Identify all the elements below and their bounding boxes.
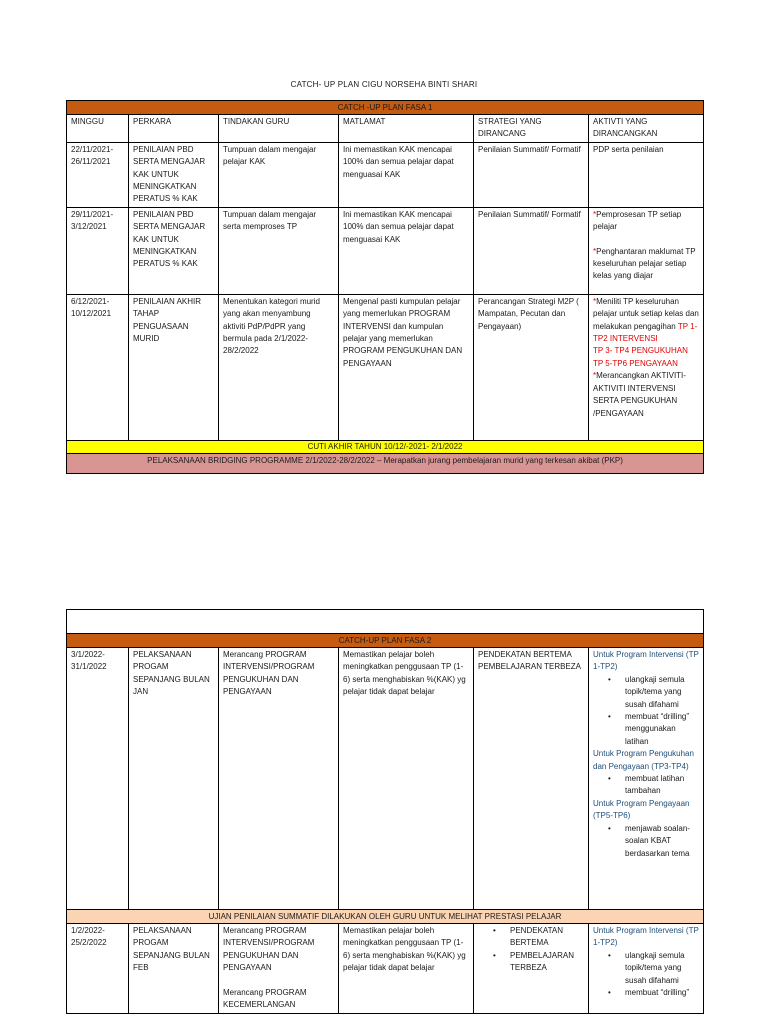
col-header-aktiviti: AKTIVTI YANG DIRANCANGKAN [589, 115, 704, 143]
catch-up-plan-fasa-1-table [66, 100, 704, 474]
ujian-penilaian-row [67, 910, 704, 924]
bullet-list [593, 773, 699, 798]
table-row [67, 294, 704, 440]
aktiviti-text: Pemprosesan TP setiap pelajar [593, 209, 682, 232]
aktiviti-text: Merancangkan AKTIVITI-AKTIVITI INTERVENSI SERTA PENGUKUHAN /PENGAYAAN [593, 371, 686, 418]
program-intervensi-title: Untuk Program Intervensi (TP 1-TP2) [593, 926, 699, 948]
asterisk-mark: * [593, 371, 597, 381]
program-pengukuhan-title: Untuk Program Pengukuhan dan Pengayaan (TP3-TP4) [593, 749, 694, 771]
col-header-matlamat: MATLAMAT [339, 115, 474, 143]
program-intervensi-title: Untuk Program Intervensi (TP 1-TP2) [593, 650, 699, 672]
aktiviti-text: Penghantaran maklumat TP keseluruhan pelajar setiap kelas yang diajar [593, 246, 696, 281]
blank-top-cell [67, 610, 704, 634]
tp-pengayaan-label: TP 5-TP6 PENGAYAAN [593, 358, 678, 368]
cell-perkara: PENILAIAN AKHIR TAHAP PENGUASAAN MURID [129, 294, 219, 440]
table-heading-row [67, 634, 704, 648]
fasa-1-heading: CATCH -UP PLAN FASA 1 [67, 101, 704, 115]
col-header-minggu: MINGGU [67, 115, 129, 143]
cell-strategi [474, 924, 589, 1014]
catch-up-plan-fasa-2-table [66, 609, 704, 1014]
aktiviti-text: Meniliti TP keseluruhan pelajar untuk setiap kelas dan melakukan pengagihan [593, 296, 699, 331]
list-item: • membuat latihan tambahan [625, 773, 699, 798]
cell-perkara: PENILAIAN PBD SERTA MENGAJAR KAK UNTUK MENINGKATKAN PERATUS % KAK [129, 207, 219, 294]
table-row [67, 924, 704, 1014]
blank-top-row [67, 610, 704, 634]
fasa-2-heading: CATCH-UP PLAN FASA 2 [67, 634, 704, 648]
asterisk-mark: * [593, 296, 597, 306]
aktiviti-line [593, 296, 699, 346]
list-item: • membuat “drilling” menggunakan latihan [625, 711, 699, 748]
cell-aktiviti [589, 924, 704, 1014]
col-header-tindakan-guru: TINDAKAN GURU [219, 115, 339, 143]
bridging-programme-row [67, 453, 704, 473]
tp-intervensi-label: TP 1-TP2 INTERVENSI [593, 321, 698, 344]
bullet-list [593, 823, 699, 860]
list-item: • ulangkaji semula topik/tema yang susah difahami [625, 950, 699, 987]
table-row [67, 142, 704, 207]
cell-aktiviti [589, 294, 704, 440]
cell-matlamat: Ini memastikan KAK mencapai 100% dan semua pelajar dapat menguasai KAK [339, 207, 474, 294]
cell-matlamat: Memastikan pelajar boleh meningkatkan penggusaan TP (1-6) serta menghabiskan %(KAK) yg pelajar tidak dapat belajar [339, 924, 474, 1014]
bullet-list [478, 925, 584, 975]
aktiviti-line [593, 246, 699, 283]
cell-aktiviti [589, 207, 704, 294]
cell-strategi: Perancangan Strategi M2P ( Mampatan, Pecutan dan Pengayaan) [474, 294, 589, 440]
bullet-list [593, 674, 699, 748]
cell-tindakan: Merancang PROGRAM INTERVENSI/PROGRAM PENGUKUHAN DAN PENGAYAAN [219, 648, 339, 910]
program-pengayaan-title: Untuk Program Pengayaan (TP5-TP6) [593, 798, 690, 821]
cell-tindakan: Tumpuan dalam mengajar serta memproses TP [219, 207, 339, 294]
cell-tindakan [219, 924, 339, 1014]
bullet-list [593, 950, 699, 1000]
table-heading-row [67, 101, 704, 115]
list-item: • ulangkaji semula topik/tema yang susah difahami [625, 674, 699, 711]
bridging-programme-bar: PELAKSANAAN BRIDGING PROGRAMME 2/1/2022-28/2/2022 – Merapatkan jurang pembelajaran murid yang terkesan akibat (PKP) [67, 453, 704, 473]
cell-minggu: 6/12/2021-10/12/2021 [67, 294, 129, 440]
cell-matlamat: Mengenal pasti kumpulan pelajar yang memerlukan PROGRAM INTERVENSI dan kumpulan pelajar yang memerlukan PROGRAM PENGUKUHAN DAN PENGAYAAN [339, 294, 474, 440]
cell-tindakan: Menentukan kategori murid yang akan menyambung aktiviti PdP/PdPR yang bermula pada 2/1/2022-28/2/2022 [219, 294, 339, 440]
asterisk-mark: * [593, 246, 597, 256]
cell-perkara: PELAKSANAAN PROGAM SEPANJANG BULAN FEB [129, 924, 219, 1014]
cell-strategi: Penilaian Summatif/ Formatif [474, 207, 589, 294]
aktiviti-line [593, 209, 699, 234]
document-title: CATCH- UP PLAN CIGU NORSEHA BINTI SHARI [290, 80, 478, 89]
cell-minggu: 22/11/2021-26/11/2021 [67, 142, 129, 207]
table-row [67, 207, 704, 294]
list-item: • PENDEKATAN BERTEMA [510, 925, 584, 950]
tindakan-text: Merancang PROGRAM KECEMERLANGAN [223, 987, 307, 1010]
cell-minggu: 29/11/2021-3/12/2021 [67, 207, 129, 294]
cell-aktiviti: PDP serta penilaian [589, 142, 704, 207]
col-header-perkara: PERKARA [129, 115, 219, 143]
list-item: • PEMBELAJARAN TERBEZA [510, 950, 584, 975]
cell-strategi: PENDEKATAN BERTEMA PEMBELAJARAN TERBEZA [474, 648, 589, 910]
aktiviti-line [593, 370, 699, 420]
list-item: • menjawab soalan-soalan KBAT berdasarkan tema [625, 823, 699, 860]
tindakan-text: Merancang PROGRAM INTERVENSI/PROGRAM PENGUKUHAN DAN PENGAYAAN [223, 926, 315, 973]
ujian-penilaian-bar: UJIAN PENILAIAN SUMMATIF DILAKUKAN OLEH GURU UNTUK MELIHAT PRESTASI PELAJAR [67, 910, 704, 924]
cuti-akhir-tahun-row [67, 440, 704, 453]
cell-aktiviti [589, 648, 704, 910]
tp-pengukuhan-label: TP 3- TP4 PENGUKUHAN [593, 346, 688, 356]
cell-perkara: PELAKSANAAN PROGAM SEPANJANG BULAN JAN [129, 648, 219, 910]
cell-minggu: 1/2/2022-25/2/2022 [67, 924, 129, 1014]
cell-perkara: PENILAIAN PBD SERTA MENGAJAR KAK UNTUK MENINGKATKAN PERATUS % KAK [129, 142, 219, 207]
list-item: • membuat “drilling” [625, 987, 699, 999]
cell-matlamat: Memastikan pelajar boleh meningkatkan penggusaan TP (1-6) serta menghabiskan %(KAK) yg pelajar tidak dapat belajar [339, 648, 474, 910]
asterisk-mark: * [593, 209, 597, 219]
column-header-row [67, 115, 704, 143]
table-row [67, 648, 704, 910]
cell-matlamat: Ini memastikan KAK mencapai 100% dan semua pelajar dapat menguasai KAK [339, 142, 474, 207]
cell-tindakan: Tumpuan dalam mengajar pelajar KAK [219, 142, 339, 207]
col-header-strategi: STRATEGI YANG DIRANCANG [474, 115, 589, 143]
cell-minggu: 3/1/2022-31/1/2022 [67, 648, 129, 910]
cuti-akhir-tahun-bar: CUTI AKHIR TAHUN 10/12/-2021- 2/1/2022 [67, 440, 704, 453]
cell-strategi: Penilaian Summatif/ Formatif [474, 142, 589, 207]
